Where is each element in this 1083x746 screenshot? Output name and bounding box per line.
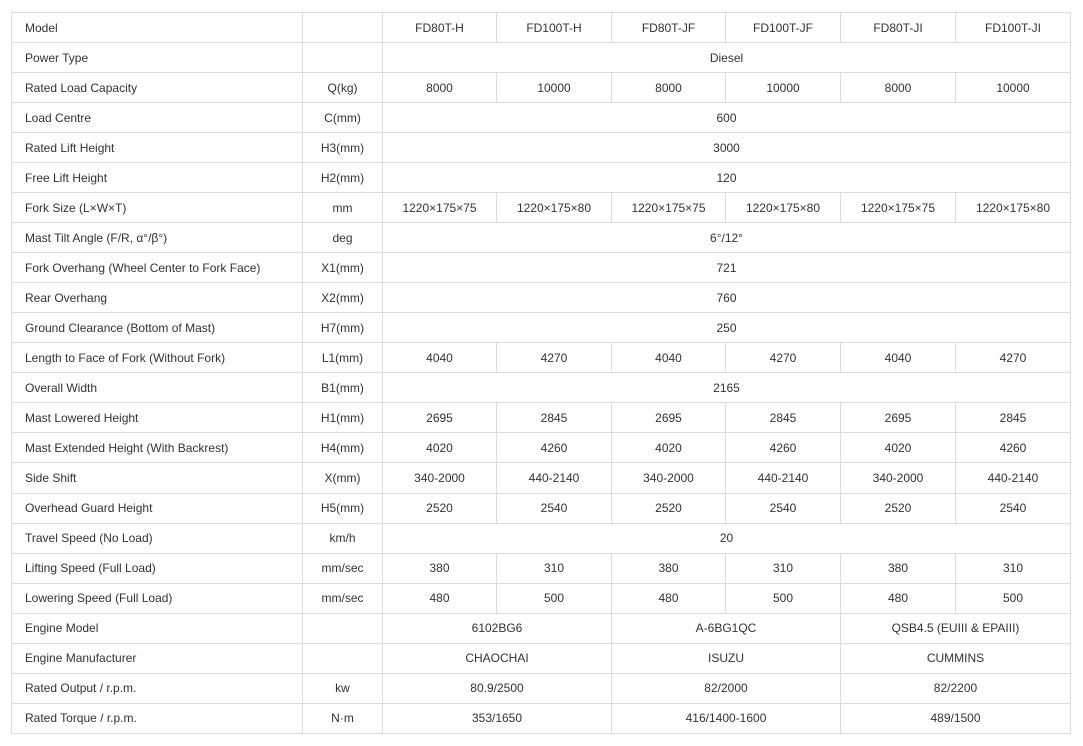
spec-value: 721 xyxy=(383,253,1071,283)
spec-label: Engine Model xyxy=(12,613,303,643)
spec-value: 6°/12° xyxy=(383,223,1071,253)
table-row xyxy=(12,643,1071,673)
table-row xyxy=(12,463,1071,493)
spec-unit: Q(kg) xyxy=(303,73,383,103)
spec-unit: H1(mm) xyxy=(303,403,383,433)
spec-unit: mm/sec xyxy=(303,553,383,583)
spec-label: Mast Lowered Height xyxy=(12,403,303,433)
spec-value: 2540 xyxy=(956,493,1071,523)
table-row xyxy=(12,553,1071,583)
spec-value: 4260 xyxy=(497,433,612,463)
spec-label: Rated Torque / r.p.m. xyxy=(12,703,303,733)
spec-label: Mast Extended Height (With Backrest) xyxy=(12,433,303,463)
spec-value: 380 xyxy=(841,553,956,583)
spec-unit: B1(mm) xyxy=(303,373,383,403)
spec-value: 4020 xyxy=(383,433,497,463)
table-row xyxy=(12,703,1071,733)
spec-label: Free Lift Height xyxy=(12,163,303,193)
spec-value: 120 xyxy=(383,163,1071,193)
spec-label: Travel Speed (No Load) xyxy=(12,523,303,553)
spec-value: 1220×175×80 xyxy=(956,193,1071,223)
table-row xyxy=(12,73,1071,103)
spec-unit xyxy=(303,43,383,73)
spec-label: Engine Manufacturer xyxy=(12,643,303,673)
spec-value: 80.9/2500 xyxy=(383,673,612,703)
spec-label: Overall Width xyxy=(12,373,303,403)
table-row xyxy=(12,163,1071,193)
spec-value: QSB4.5 (EUIII & EPAIII) xyxy=(841,613,1071,643)
spec-value: 82/2000 xyxy=(612,673,841,703)
spec-unit: km/h xyxy=(303,523,383,553)
spec-unit: C(mm) xyxy=(303,103,383,133)
spec-value: 3000 xyxy=(383,133,1071,163)
spec-value: 416/1400-1600 xyxy=(612,703,841,733)
table-row xyxy=(12,343,1071,373)
spec-value: 500 xyxy=(497,583,612,613)
spec-value: 2540 xyxy=(726,493,841,523)
table-header-row xyxy=(12,13,1071,43)
spec-value: CUMMINS xyxy=(841,643,1071,673)
spec-value: CHAOCHAI xyxy=(383,643,612,673)
spec-label: Length to Face of Fork (Without Fork) xyxy=(12,343,303,373)
spec-value: 340-2000 xyxy=(841,463,956,493)
header-unit-cell xyxy=(303,13,383,43)
table-row xyxy=(12,313,1071,343)
table-row xyxy=(12,373,1071,403)
spec-value: 480 xyxy=(841,583,956,613)
spec-label: Ground Clearance (Bottom of Mast) xyxy=(12,313,303,343)
spec-label: Side Shift xyxy=(12,463,303,493)
spec-label: Mast Tilt Angle (F/R, α°/β°) xyxy=(12,223,303,253)
spec-unit: mm xyxy=(303,193,383,223)
spec-value: 440-2140 xyxy=(497,463,612,493)
spec-value: 380 xyxy=(383,553,497,583)
spec-value: 489/1500 xyxy=(841,703,1071,733)
spec-value: 4020 xyxy=(612,433,726,463)
spec-value: 380 xyxy=(612,553,726,583)
spec-unit: deg xyxy=(303,223,383,253)
spec-value: 4260 xyxy=(956,433,1071,463)
spec-label: Rated Lift Height xyxy=(12,133,303,163)
spec-value: 10000 xyxy=(956,73,1071,103)
spec-unit: H2(mm) xyxy=(303,163,383,193)
spec-value: 310 xyxy=(956,553,1071,583)
spec-label: Fork Size (L×W×T) xyxy=(12,193,303,223)
table-row xyxy=(12,403,1071,433)
spec-value: Diesel xyxy=(383,43,1071,73)
spec-value: 4260 xyxy=(726,433,841,463)
spec-value: 2695 xyxy=(841,403,956,433)
table-row xyxy=(12,253,1071,283)
spec-value: 6102BG6 xyxy=(383,613,612,643)
table-row xyxy=(12,433,1071,463)
spec-unit: X1(mm) xyxy=(303,253,383,283)
spec-value: 2695 xyxy=(383,403,497,433)
table-row xyxy=(12,523,1071,553)
spec-value: 2845 xyxy=(497,403,612,433)
spec-value: 4270 xyxy=(956,343,1071,373)
spec-value: 1220×175×80 xyxy=(497,193,612,223)
spec-value: 600 xyxy=(383,103,1071,133)
spec-table-body xyxy=(12,13,1071,734)
spec-value: 440-2140 xyxy=(956,463,1071,493)
spec-label: Rear Overhang xyxy=(12,283,303,313)
spec-value: 480 xyxy=(612,583,726,613)
spec-value: 500 xyxy=(726,583,841,613)
spec-value: 8000 xyxy=(383,73,497,103)
spec-value: 760 xyxy=(383,283,1071,313)
spec-value: 500 xyxy=(956,583,1071,613)
spec-value: 82/2200 xyxy=(841,673,1071,703)
spec-value: 2845 xyxy=(956,403,1071,433)
spec-value: 8000 xyxy=(612,73,726,103)
spec-value: 4020 xyxy=(841,433,956,463)
spec-value: 2845 xyxy=(726,403,841,433)
model-name: FD100T-H xyxy=(497,13,612,43)
spec-value: 310 xyxy=(497,553,612,583)
table-row xyxy=(12,613,1071,643)
spec-value: 440-2140 xyxy=(726,463,841,493)
table-row xyxy=(12,223,1071,253)
spec-value: 340-2000 xyxy=(383,463,497,493)
spec-value: 340-2000 xyxy=(612,463,726,493)
table-row xyxy=(12,493,1071,523)
spec-label: Rated Load Capacity xyxy=(12,73,303,103)
spec-unit: H4(mm) xyxy=(303,433,383,463)
model-name: FD100T-JF xyxy=(726,13,841,43)
spec-value: 480 xyxy=(383,583,497,613)
spec-value: 10000 xyxy=(726,73,841,103)
spec-value: 4040 xyxy=(612,343,726,373)
spec-label: Rated Output / r.p.m. xyxy=(12,673,303,703)
spec-unit xyxy=(303,643,383,673)
model-name: FD100T-JI xyxy=(956,13,1071,43)
spec-value: 8000 xyxy=(841,73,956,103)
spec-value: 353/1650 xyxy=(383,703,612,733)
table-row xyxy=(12,283,1071,313)
spec-label: Load Centre xyxy=(12,103,303,133)
spec-table xyxy=(11,12,1071,734)
spec-unit: X(mm) xyxy=(303,463,383,493)
spec-unit: H5(mm) xyxy=(303,493,383,523)
table-row xyxy=(12,43,1071,73)
spec-value: 310 xyxy=(726,553,841,583)
spec-value: 2520 xyxy=(841,493,956,523)
spec-value: ISUZU xyxy=(612,643,841,673)
table-row xyxy=(12,133,1071,163)
spec-label: Lowering Speed (Full Load) xyxy=(12,583,303,613)
model-name: FD80T-JI xyxy=(841,13,956,43)
spec-value: 4270 xyxy=(497,343,612,373)
spec-value: 4040 xyxy=(383,343,497,373)
spec-value: 1220×175×75 xyxy=(841,193,956,223)
model-name: FD80T-H xyxy=(383,13,497,43)
spec-value: A-6BG1QC xyxy=(612,613,841,643)
spec-label: Power Type xyxy=(12,43,303,73)
spec-label: Overhead Guard Height xyxy=(12,493,303,523)
spec-unit xyxy=(303,613,383,643)
spec-value: 4270 xyxy=(726,343,841,373)
spec-unit: mm/sec xyxy=(303,583,383,613)
spec-value: 250 xyxy=(383,313,1071,343)
spec-label: Lifting Speed (Full Load) xyxy=(12,553,303,583)
spec-label: Fork Overhang (Wheel Center to Fork Face) xyxy=(12,253,303,283)
spec-unit: H3(mm) xyxy=(303,133,383,163)
spec-value: 1220×175×80 xyxy=(726,193,841,223)
spec-value: 20 xyxy=(383,523,1071,553)
table-row xyxy=(12,583,1071,613)
spec-value: 2520 xyxy=(383,493,497,523)
spec-unit: X2(mm) xyxy=(303,283,383,313)
table-row xyxy=(12,193,1071,223)
spec-value: 1220×175×75 xyxy=(383,193,497,223)
spec-value: 2165 xyxy=(383,373,1071,403)
spec-value: 2540 xyxy=(497,493,612,523)
model-name: FD80T-JF xyxy=(612,13,726,43)
spec-unit: kw xyxy=(303,673,383,703)
spec-value: 4040 xyxy=(841,343,956,373)
header-model-label: Model xyxy=(12,13,303,43)
table-row xyxy=(12,103,1071,133)
spec-unit: L1(mm) xyxy=(303,343,383,373)
spec-value: 10000 xyxy=(497,73,612,103)
spec-value: 2520 xyxy=(612,493,726,523)
spec-unit: N·m xyxy=(303,703,383,733)
spec-value: 2695 xyxy=(612,403,726,433)
spec-value: 1220×175×75 xyxy=(612,193,726,223)
table-row xyxy=(12,673,1071,703)
spec-unit: H7(mm) xyxy=(303,313,383,343)
